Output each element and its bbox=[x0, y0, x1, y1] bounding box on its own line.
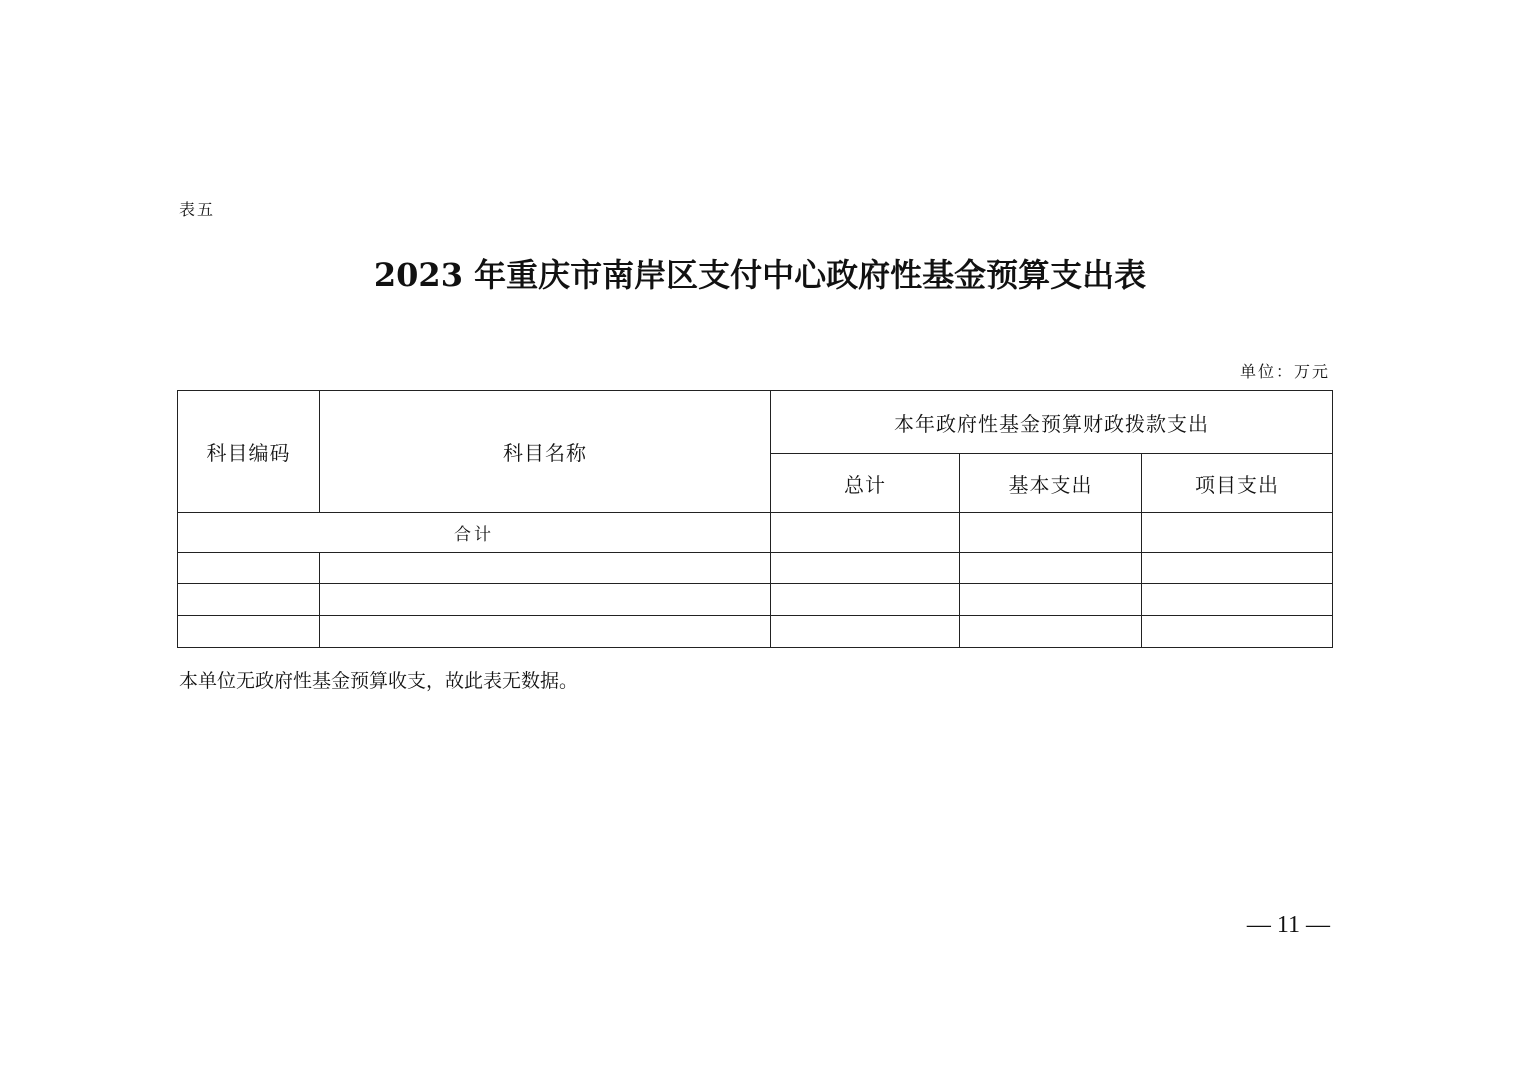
header-project: 项目支出 bbox=[1142, 454, 1333, 513]
row-project bbox=[1142, 616, 1333, 648]
row-basic bbox=[960, 584, 1142, 616]
row-total bbox=[771, 584, 960, 616]
row-basic bbox=[960, 553, 1142, 584]
row-name bbox=[320, 616, 771, 648]
row-code bbox=[178, 616, 320, 648]
row-project bbox=[1142, 584, 1333, 616]
table-row bbox=[178, 553, 1333, 584]
footnote: 本单位无政府性基金预算收支，故此表无数据。 bbox=[179, 670, 579, 692]
page-number: — 11 — bbox=[1246, 912, 1330, 938]
header-code: 科目编码 bbox=[178, 391, 320, 513]
total-row-label: 合计 bbox=[178, 513, 771, 553]
page-title: 2023 年重庆市南岸区支付中心政府性基金预算支出表 bbox=[373, 256, 1147, 294]
header-row-1 bbox=[178, 391, 1333, 454]
header-total: 总计 bbox=[771, 454, 960, 513]
header-name: 科目名称 bbox=[320, 391, 771, 513]
row-project bbox=[1142, 553, 1333, 584]
header-group: 本年政府性基金预算财政拨款支出 bbox=[771, 391, 1333, 454]
row-name bbox=[320, 553, 771, 584]
row-basic bbox=[960, 616, 1142, 648]
total-row-project bbox=[1142, 513, 1333, 553]
header-basic: 基本支出 bbox=[960, 454, 1142, 513]
table-row bbox=[178, 584, 1333, 616]
row-code bbox=[178, 584, 320, 616]
unit-label: 单位：万元 bbox=[1239, 362, 1330, 381]
row-total bbox=[771, 553, 960, 584]
row-code bbox=[178, 553, 320, 584]
total-row-total bbox=[771, 513, 960, 553]
budget-table bbox=[177, 390, 1333, 648]
table-label: 表五 bbox=[179, 200, 216, 219]
row-name bbox=[320, 584, 771, 616]
row-total bbox=[771, 616, 960, 648]
total-row-basic bbox=[960, 513, 1142, 553]
table-row bbox=[178, 616, 1333, 648]
total-row bbox=[178, 513, 1333, 553]
